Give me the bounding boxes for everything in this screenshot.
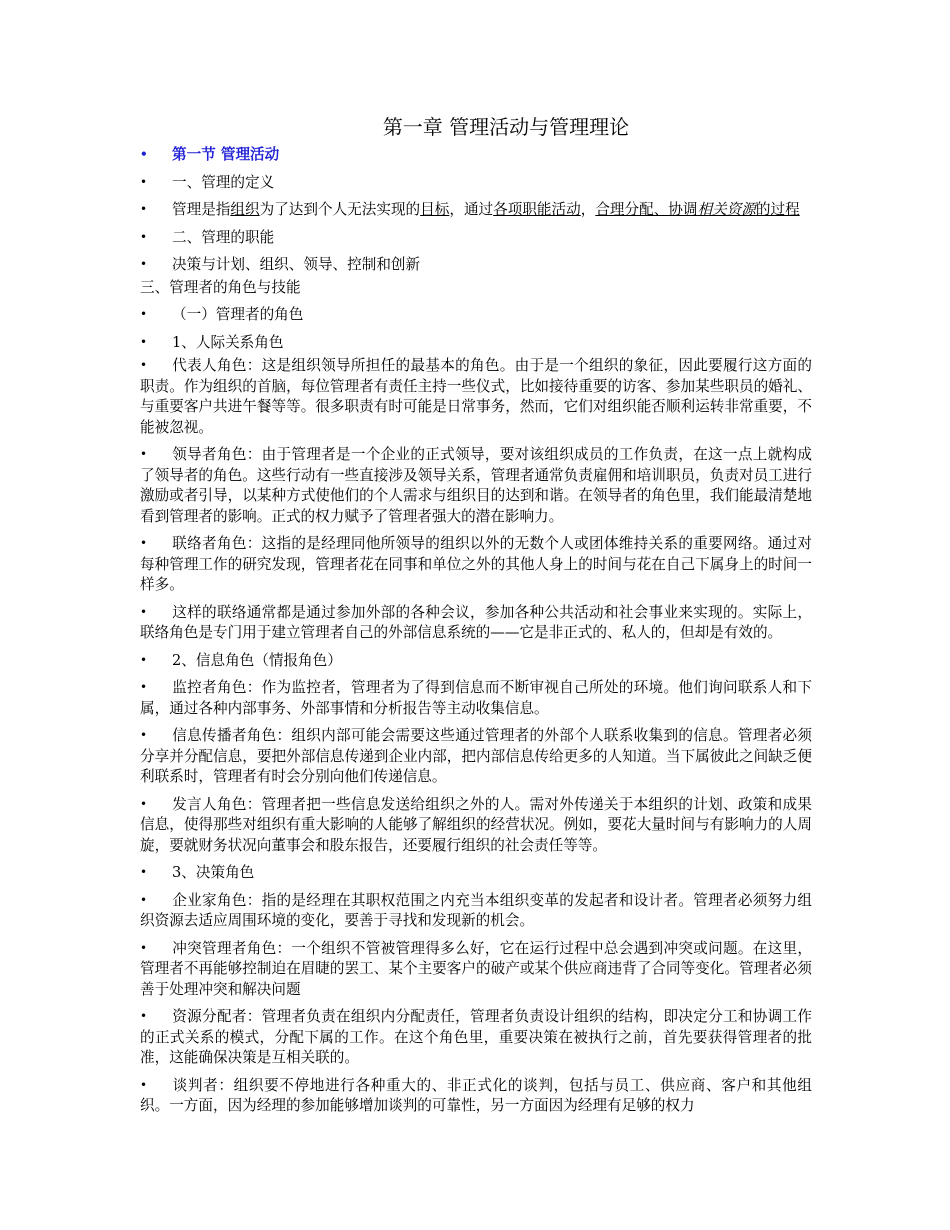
definition-paragraph [140,199,812,221]
paragraph-text: 领导者角色：由于管理者是一个企业的正式领导，要对该组织成员的工作负责，在这一点上就构成了领导者的角色。这些行动有一些直接涉及领导关系，管理者通常负责雇佣和培训职员，负责对员工进行激励或者引导，以某种方式使他们的个人需求与组织目的达到和谐。在领导者的角色里，我们能最清楚地看到管理者的影响。正式的权力赋予了管理者强大的潜在影响力。 [140,446,812,525]
underlined-term: 目标 [420,201,450,218]
subheading: 1、人际关系角色 [172,333,284,351]
bullet-icon: • [140,604,148,619]
subheading: 3、决策角色 [172,864,255,881]
bullet-icon: • [140,257,148,271]
paragraph [140,725,812,788]
paragraph-text: 信息传播者角色：组织内部可能会需要这些通过管理者的外部个人联系收集到的信息。管理者必须分享并分配信息，要把外部信息传递到企业内部，把内部信息传给更多的人知道。当下属彼此之间缺乏便利联系时，管理者有时会分别向他们传递信息。 [140,727,812,785]
paragraph-text: 资源分配者：管理者负责在组织内分配责任，管理者负责设计组织的结构，即决定分工和协调工作的正式关系的模式，分配下属的工作。在这个角色里，重要决策在被执行之前，首先要获得管理者的批准，这能确保决策是互相关联的。 [140,1008,812,1066]
text-run: 管理是指 [172,201,231,218]
paragraph [140,1075,812,1117]
paragraph-text: 联络者角色：这指的是经理同他所领导的组织以外的无数个人或团体维持关系的重要网络。通过对每种管理工作的研究发现，管理者花在同事和单位之外的其他人身上的时间与花在自己下属身上的时间一样多。 [140,535,812,593]
paragraph-text: 代表人角色：这是组织领导所担任的最基本的角色。由于是一个组织的象征，因此要履行这方面的职责。作为组织的首脑，每位管理者有责任主持一些仪式，比如接待重要的访客、参加某些职员的婚礼、与重要客户共进午餐等等。很多职责有时可能是日常事务，然而，它们对组织能否顺利运转非常重要，不能被忽视。 [140,357,812,436]
bullet-icon: • [140,940,148,955]
subheading: （一）管理者的角色 [172,306,304,323]
bullet-icon: • [140,796,148,811]
list-item [140,144,812,166]
bullet-icon: • [140,1077,148,1092]
list-item [140,304,812,326]
list-item [140,254,812,276]
paragraph-text: 这样的联络通常都是通过参加外部的各种会议，参加各种公共活动和社会事业来实现的。实际上，联络角色是专门用于建立管理者自己的外部信息系统的——它是非正式的、私人的，但却是有效的。 [140,603,812,641]
text-run: ，通过 [449,201,494,218]
list-item [140,172,812,194]
bullet-icon: • [140,728,148,742]
paragraph-text: 谈判者：组织要不停地进行各种重大的、非正式化的谈判，包括与员工、供应商、客户和其他组织。一方面，因为经理的参加能够增加谈判的可靠性，另一方面因为经理有足够的权力 [140,1076,812,1114]
bullet-icon: • [140,147,148,161]
subheading: 三、管理者的角色与技能 [140,278,301,296]
list-item [140,650,812,672]
subheading: 一、管理的定义 [172,173,275,191]
paragraph [140,677,812,719]
list-item [140,862,812,884]
paragraph-text: 企业家角色：指的是经理在其职权范围之内充当本组织变革的发起者和设计者。管理者必须努力组织资源去适应周围环境的变化，要善于寻找和发现新的机会。 [140,891,812,929]
bullet-icon: • [140,536,148,550]
text-run: ， [580,201,596,218]
bullet-icon: • [140,202,148,216]
paragraph [140,890,812,932]
paragraph [140,355,812,438]
bullet-icon: • [140,865,148,879]
bullet-icon: • [140,892,148,907]
paragraph-text: 决策与计划、组织、领导、控制和创新 [172,256,421,273]
page-title: 第一章 管理活动与管理理论 [382,115,630,139]
underlined-term: 的过程 [755,201,800,218]
bullet-icon: • [140,680,148,694]
paragraph-text: 监控者角色：作为监控者，管理者为了得到信息而不断审视自己所处的环境。他们询问联系人和下属，通过各种内部事务、外部事情和分析报告等主动收集信息。 [140,679,812,717]
bullet-icon: • [140,174,148,189]
paragraph [140,533,812,596]
bullet-icon: • [140,1009,148,1023]
paragraph-text: 发言人角色：管理者把一些信息发送给组织之外的人。需对外传递关于本组织的计划、政策和成果信息，使得那些对组织有重大影响的人能够了解组织的经营状况。例如，要花大量时间与有影响力的人周旋，要就财务状况向董事会和股东报告，还要履行组织的社会责任等等。 [140,795,812,854]
paragraph-text: 冲突管理者角色：一个组织不管被管理得多么好，它在运行过程中总会遇到冲突或问题。在这里，管理者不再能够控制迫在眉睫的罢工、某个主要客户的破产或某个供应商违背了合同等变化。管理者必须善于处理冲突和解决问题 [140,939,812,998]
paragraph [140,602,812,644]
underlined-term: 各项职能活动 [493,201,581,218]
underlined-italic-term: 相关资源 [697,201,756,218]
underlined-term: 合理分配、协调 [595,201,698,218]
bullet-icon: • [140,334,148,349]
paragraph [140,444,812,527]
bullet-icon: • [140,652,148,667]
bullet-icon: • [140,307,148,321]
section-heading: 第一节 管理活动 [172,146,280,163]
paragraph [140,1006,812,1069]
list-item [140,227,812,249]
list-item [140,332,812,354]
document-page [140,112,812,1123]
bullet-icon: • [140,229,148,244]
subheading: 二、管理的职能 [172,228,275,246]
underlined-term: 组织 [230,201,260,218]
paragraph [140,938,812,1001]
bullet-icon: • [140,358,148,372]
bullet-icon: • [140,447,148,461]
subheading: 2、信息角色（情报角色） [172,651,342,669]
text-run: 为了达到个人无法实现的 [259,201,421,218]
paragraph [140,794,812,857]
